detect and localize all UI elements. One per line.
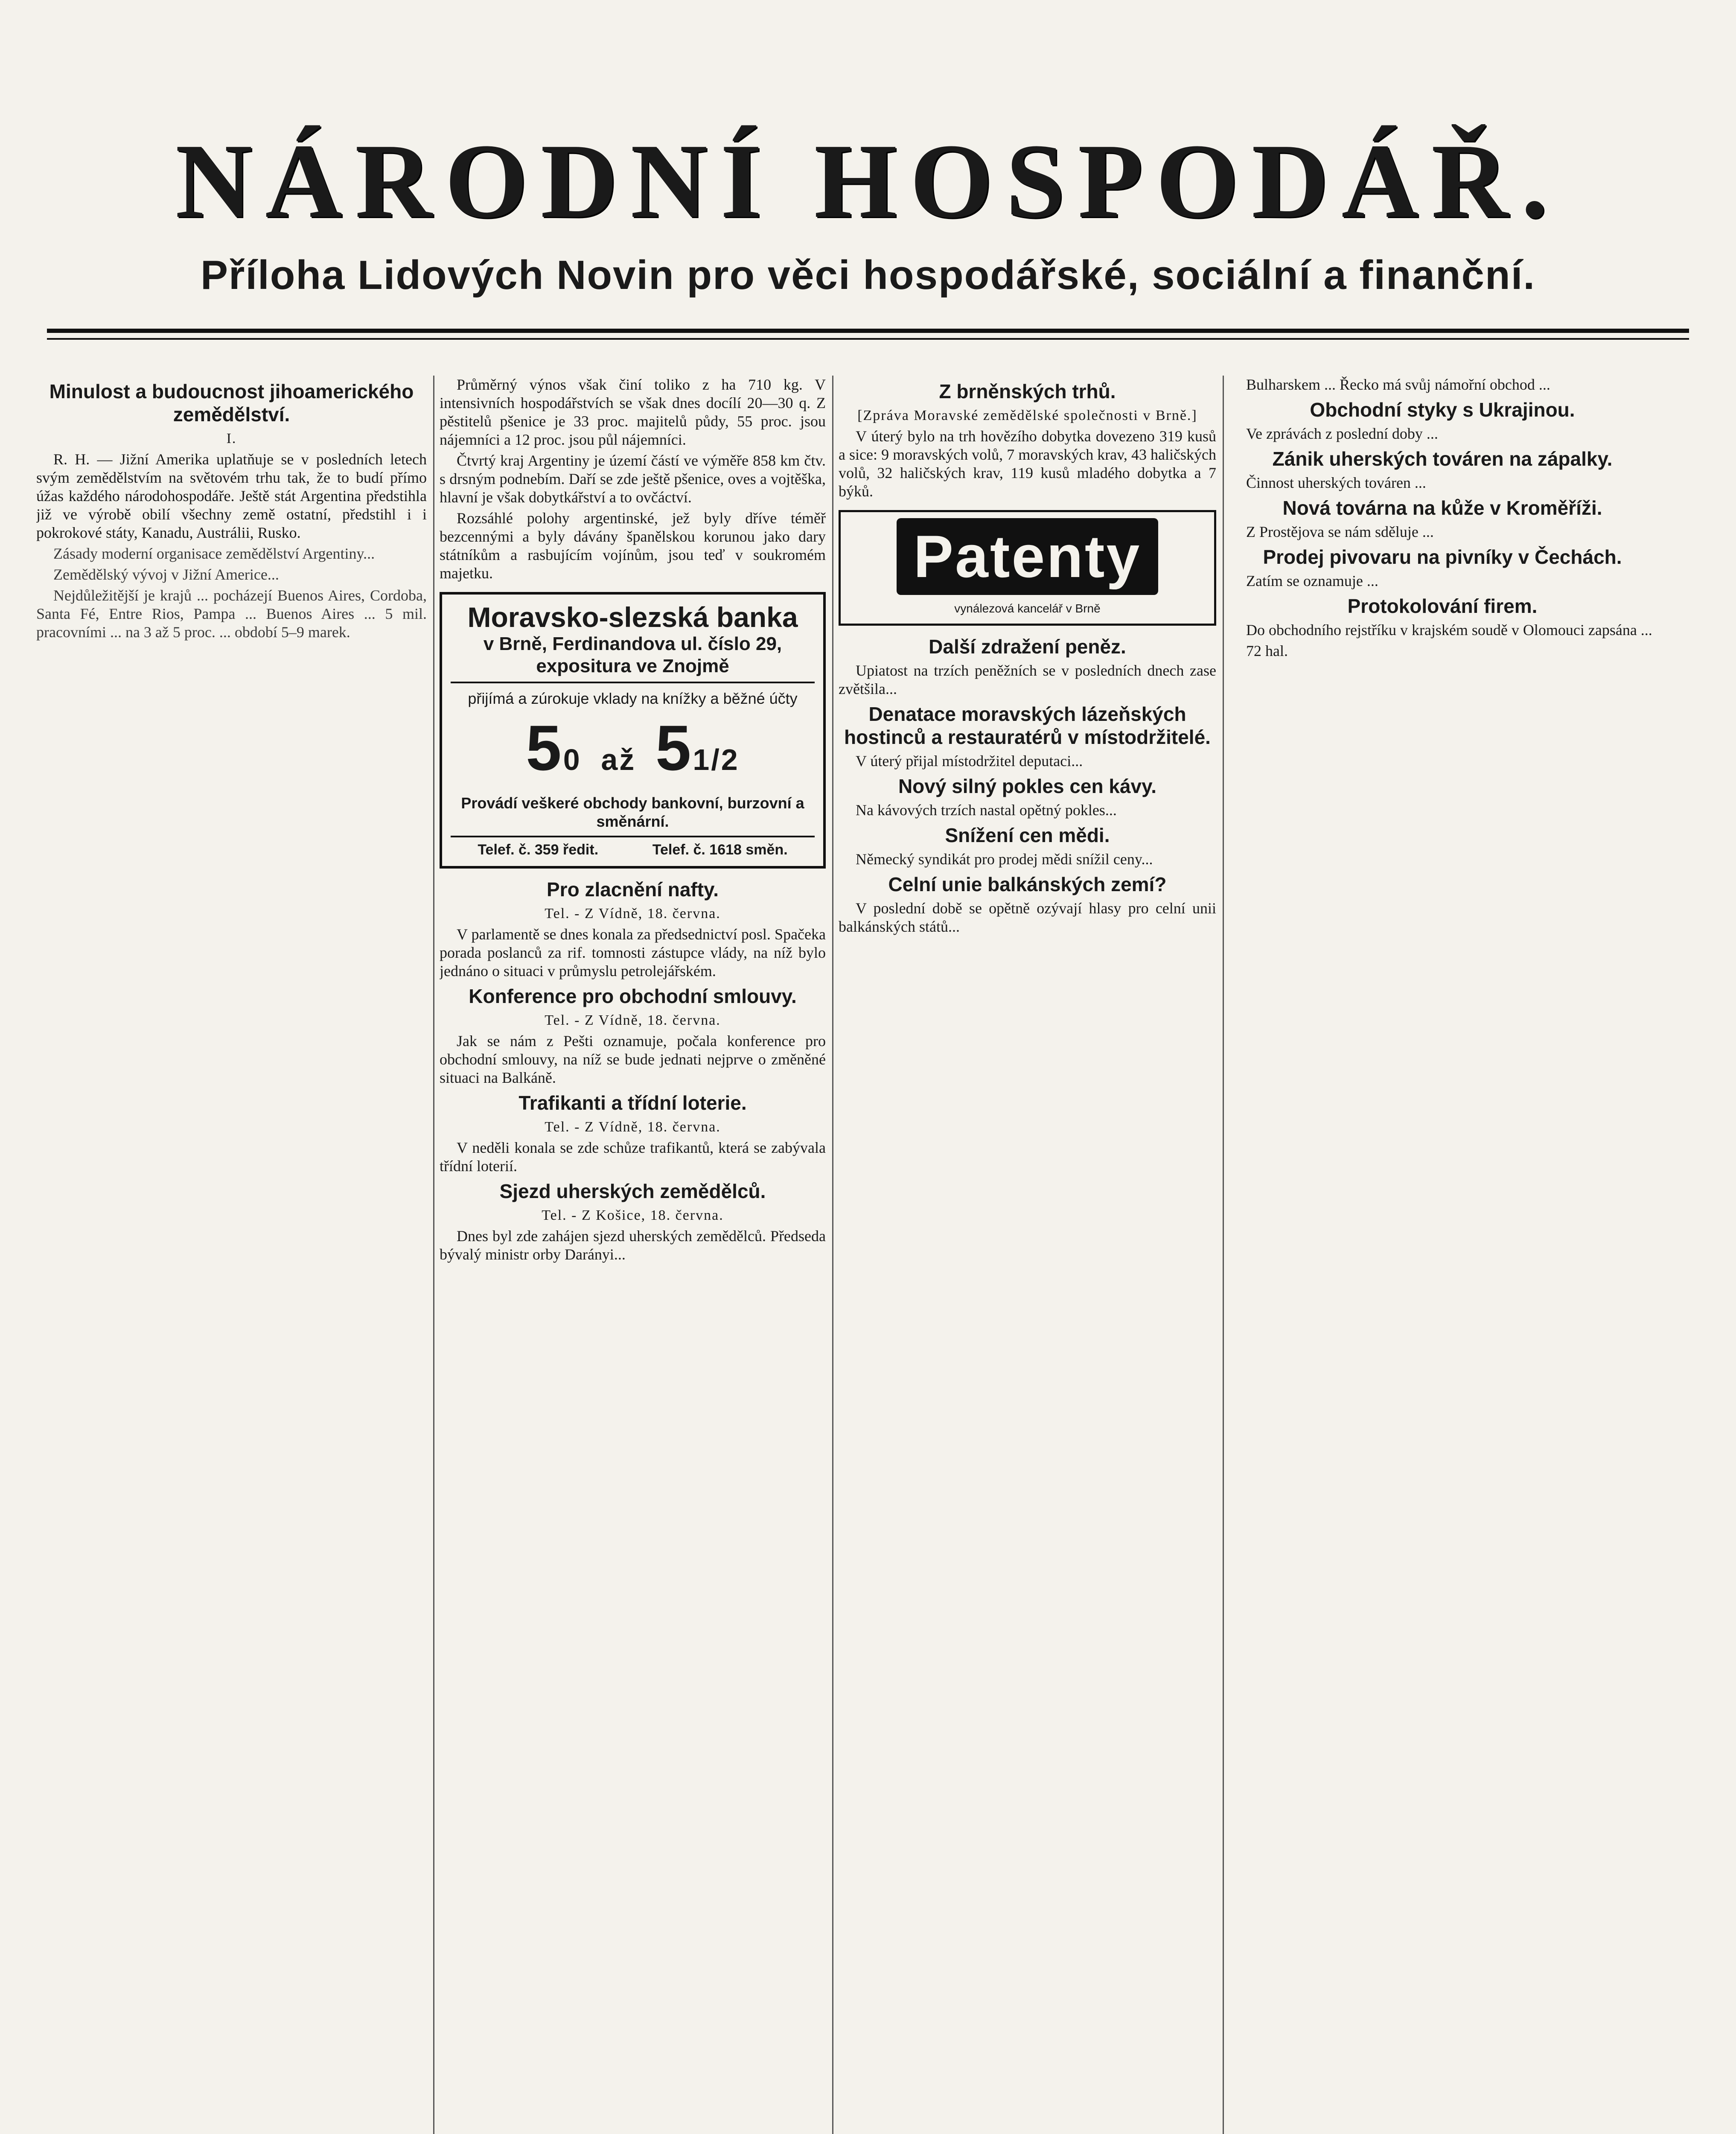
rate-to: až (601, 743, 636, 776)
article-heading: Trafikanti a třídní loterie. (518, 1092, 747, 1114)
column-divider (832, 376, 833, 2134)
bank-phones (451, 836, 815, 859)
article-heading: Pro zlacnění nafty. (546, 878, 719, 901)
article-paragraph: Činnost uherských továren ... (1246, 474, 1426, 491)
bank-phone-1: Telef. č. 359 ředit. (478, 842, 599, 858)
article-heading: Sjezd uherských zemědělců. (499, 1180, 766, 1202)
interest-rates (451, 714, 815, 794)
article-paragraph: Německý syndikát pro prodej mědi snížil ceny... (856, 851, 1153, 868)
article-heading: Nová továrna na kůže v Kroměříži. (1282, 497, 1602, 519)
column-divider (433, 376, 434, 2134)
article-heading: Zánik uherských továren na zápalky. (1272, 448, 1613, 470)
rate-low: 5 (526, 712, 563, 784)
article-heading: Obchodní styky s Ukrajinou. (1310, 399, 1575, 421)
patent-logo: Patenty (897, 518, 1159, 595)
page-subtitle: Příloha Lidových Novin pro věci hospodářské, sociální a finanční. (200, 252, 1536, 298)
article-paragraph: V poslední době se opětně ozývají hlasy pro celní unii balkánských států... (839, 900, 1216, 935)
masthead-rule (47, 329, 1689, 333)
article-heading: Z brněnských trhů. (939, 380, 1116, 402)
article-heading: Celní unie balkánských zemí? (888, 873, 1167, 895)
article-paragraph: Dnes byl zde zahájen sjezd uherských zemědělců. Předseda bývalý ministr orby Darányi... (440, 1227, 826, 1263)
article-heading: Prodej pivovaru na pivníky v Čechách. (1263, 546, 1622, 568)
article-paragraph: Zemědělský vývoj v Jižní Americe... (53, 566, 279, 583)
bank-phone-2: Telef. č. 1618 směn. (652, 842, 788, 858)
bank-accept-text: přijímá a zúrokuje vklady na knížky a běžné účty (468, 690, 798, 707)
article-paragraph: Nejdůležitější je krajů ... pocházejí Buenos Aires, Cordoba, Santa Fé, Entre Rios, Pampa ... Buenos Aires ... 5 mil. pracovními ... na 3 až 5 proc. ... období 5–9 marek. (36, 587, 427, 641)
column-divider (1223, 376, 1224, 2134)
article-paragraph: Na kávových trzích nastal opětný pokles... (856, 802, 1117, 819)
bank-name: Moravsko-slezská banka (467, 601, 798, 633)
article-paragraph: Rozsáhlé polohy argentinské, jež byly dříve téměř bezcennými a byly dávány španělskou korunou jako dary státníkům a rasbujícím vojínům, jsou teď v soukromém majetku. (440, 510, 826, 582)
article-heading: Nový silný pokles cen kávy. (898, 775, 1157, 797)
article-paragraph: Do obchodního rejstříku v krajském soudě v Olomouci zapsána ... (1246, 621, 1652, 638)
article-paragraph: Jak se nám z Pešti oznamuje, počala konference pro obchodní smlouvy, na níž se bude jednati nejprve o změněné situaci na Balkáně. (440, 1032, 826, 1086)
article-paragraph: Zatím se oznamuje ... (1246, 572, 1378, 589)
article-paragraph: V úterý bylo na trh hovězího dobytka dovezeno 319 kusů a sice: 9 moravských volů, 7 moravských krav, 43 haličských volů, 32 haličských krav, 119 kusů mladého dobytka a 7 býků. (839, 428, 1216, 500)
rate-high: 5 (655, 712, 693, 784)
masthead-rule-thin (47, 338, 1689, 340)
patent-subtext: vynálezová kancelář v Brně (954, 602, 1101, 615)
article-heading: Další zdražení peněz. (929, 636, 1126, 658)
bank-services: Provádí veškeré obchody bankovní, burzovní a směnární. (461, 794, 804, 830)
article-heading: Protokolování firem. (1347, 595, 1538, 617)
article-paragraph: V parlamentě se dnes konala za předsednictví posl. Spačeka porada poslanců za rif. tomnosti zástupce vlády, na níž bylo jednáno o situaci v průmyslu petrolejářském. (440, 926, 826, 980)
rate-low-fraction: 0 (563, 743, 582, 776)
article-heading: Snížení cen mědi. (945, 824, 1110, 846)
article-dateline: Tel. - Z Vídně, 18. června. (545, 1119, 721, 1135)
article-dateline: Tel. - Z Vídně, 18. června. (545, 1012, 721, 1028)
article-paragraph: Průměrný výnos však činí toliko z ha 710 kg. V intensivních hospodářstvích se však dnes docílí 20—30 q. Z pěstitelů pšenice je 33 proc. majitelů půdy, 55 proc. jsou nájemníci a 12 proc. jsou půl nájemníci. (440, 376, 826, 448)
patent-advertisement (839, 510, 1216, 626)
column-2 (440, 376, 826, 2134)
article-paragraph: Zásady moderní organisace zemědělství Argentiny... (53, 545, 375, 562)
article-heading: Konference pro obchodní smlouvy. (469, 985, 797, 1007)
article-paragraph: Čtvrtý kraj Argentiny je území částí ve výměře 858 km čtv. s drsným podnebím. Daří se zde ještě pšenice, oves a vojtěška, hlavní je však dobytkářství a to ovčáctví. (440, 452, 826, 506)
article-paragraph: Z Prostějova se nám sděluje ... (1246, 523, 1434, 540)
column-1 (36, 376, 427, 2134)
article-paragraph: Bulharskem ... Řecko má svůj námořní obchod ... (1246, 376, 1550, 393)
article-part-number: I. (226, 431, 237, 446)
article-heading: Minulost a budoucnost jihoamerického zemědělství. (49, 380, 414, 426)
article-paragraph: R. H. — Jižní Amerika uplatňuje se v posledních letech svým zemědělstvím na světovém trhu tak, že to budí přímo úžas každého národohospodáře. Ještě stát Argentina předstihla již ve výrobě obilí všechny země ostatní, předstihl i i pokrokové státy, Kanadu, Austrálii, Rusko. (36, 451, 427, 541)
article-paragraph: Upiatost na trzích peněžních se v posledních dnech zase zvětšila... (839, 662, 1216, 697)
article-paragraph: V úterý přijal místodržitel deputaci... (856, 752, 1083, 770)
column-3 (839, 376, 1216, 2134)
article-paragraph: Ve zprávách z poslední doby ... (1246, 425, 1438, 442)
article-heading: Denatace moravských lázeňských hostinců a restauratérů v místodržitelé. (844, 703, 1211, 748)
column-4 (1229, 376, 1656, 2134)
article-dateline: Tel. - Z Vídně, 18. června. (545, 906, 721, 921)
rate-high-fraction: 1/2 (693, 743, 740, 776)
page-title: NÁRODNÍ HOSPODÁŘ. (175, 122, 1561, 240)
article-closing: 72 hal. (1246, 642, 1288, 659)
masthead (51, 122, 1685, 299)
article-paragraph: V neděli konala se zde schůze trafikantů, která se zabývala třídní loterií. (440, 1139, 826, 1175)
bank-advertisement (440, 592, 826, 869)
bank-address: v Brně, Ferdinandova ul. číslo 29, expositura ve Znojmě (451, 633, 815, 683)
article-dateline: Tel. - Z Košice, 18. června. (542, 1207, 724, 1223)
article-source: [Zpráva Moravské zemědělské společnosti v Brně.] (857, 408, 1197, 423)
